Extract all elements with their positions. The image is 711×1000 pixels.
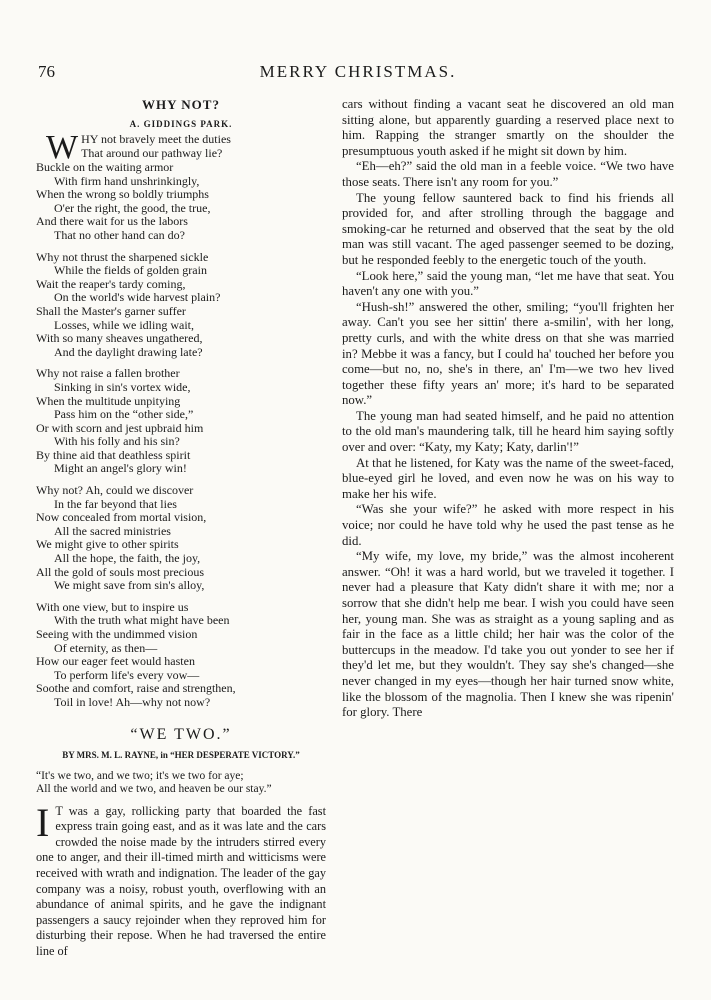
- story-paragraph: At that he listened, for Katy was the name of the sweet-faced, blue-eyed girl he loved, and even now he was on his way to make her his wife.: [342, 455, 674, 501]
- poem-line: When the multitude unpitying: [36, 393, 181, 408]
- poem-line: Wait the reaper's tardy coming,: [36, 276, 186, 291]
- poem-line: Seeing with the undimmed vision: [36, 627, 198, 641]
- poem-line: With firm hand unshrinkingly,: [54, 173, 200, 188]
- story-paragraph: “Look here,” said the young man, “let me have that seat. You haven't any one with you.”: [342, 268, 674, 299]
- left-column: [36, 97, 326, 960]
- poem-drop-cap: W: [46, 129, 79, 166]
- poem-line: How our eager feet would hasten: [36, 654, 195, 669]
- poem-line: To perform life's every vow—: [54, 667, 200, 682]
- poem-line: O'er the right, the good, the true,: [54, 200, 211, 215]
- poem-stanza-4: [36, 484, 326, 593]
- poem-line: Shall the Master's garner suffer: [36, 303, 186, 318]
- poem-line: Why not thrust the sharpened sickle: [36, 249, 209, 264]
- running-title: MERRY CHRISTMAS.: [259, 62, 457, 81]
- poem-line: With his folly and his sin?: [54, 434, 180, 449]
- poem-line: Toil in love! Ah—why not now?: [54, 694, 211, 709]
- poem-stanza-5: [36, 601, 326, 710]
- poem-line: All the gold of souls most precious: [36, 564, 204, 579]
- epigraph-line: “It's we two, and we two; it's we two for aye;: [36, 769, 244, 782]
- poem-title: WHY NOT?: [142, 97, 220, 112]
- poem-stanza-1: [36, 129, 326, 243]
- story-body-left: [36, 799, 326, 960]
- story-drop-cap: I: [36, 799, 50, 845]
- poem-line: When the wrong so boldly triumphs: [36, 187, 209, 202]
- story-body-right: [342, 97, 674, 721]
- poem-line: All the sacred ministries: [54, 523, 171, 538]
- story-byline: BY MRS. M. L. RAYNE, in “HER DESPERATE VICTORY.”: [62, 749, 300, 760]
- poem-line: And the daylight drawing late?: [54, 344, 203, 359]
- story-paragraph: “Hush-sh!” answered the other, smiling; “you'll frighten her away. Can't you see her sittin' there a-smilin', with her long, pretty curls, and with the white dress on that she was married in? Mebbe it was a fancy, but I could ha' touched her before you come—but no, no, she's in there, an' I'm—we two hev lived together these fifty years an' more; it's hard to be separated now.”: [342, 299, 674, 408]
- story-paragraph: “Eh—eh?” said the old man in a feeble voice. “We two have those seats. There isn't any room for you.”: [342, 159, 674, 189]
- story-paragraph: The young fellow sauntered back to find his friends all provided for, and after strolling through the baggage and smoking-car he returned and observed that the seat by the old man was still vacant. The aged passenger seemed to be dozing, but he responded feebly to the energetic touch of the youth.: [342, 190, 674, 267]
- right-column: [342, 97, 674, 721]
- poem-line: Why not raise a fallen brother: [36, 366, 180, 381]
- story-paragraph: “Was she your wife?” he asked with more respect in his voice; nor could he have told why he used the past tense as he did.: [342, 502, 674, 548]
- story-epigraph: [36, 770, 326, 796]
- story-paragraph: The young man had seated himself, and he paid no attention to the old man's maundering talk, till he heard him saying softly over and over: “Katy, my Katy; Katy, darlin'!”: [342, 408, 674, 455]
- poem-line: In the far beyond that lies: [54, 496, 177, 511]
- poem-line: With the truth what might have been: [54, 613, 230, 628]
- poem-line: Of eternity, as then—: [54, 640, 158, 655]
- poem-line: Might an angel's glory win!: [54, 461, 187, 476]
- poem-line: Losses, while we idling wait,: [54, 317, 194, 332]
- story-paragraph: cars without finding a vacant seat he discovered an old man sitting alone, but apparently guarding a reserved place next to him. Rapping the stranger smartly on the shoulder the presumptuous youth asked if he might sit down by him.: [342, 97, 674, 158]
- poem-line: With so many sheaves ungathered,: [36, 331, 203, 346]
- poem-line: Sinking in sin's vortex wide,: [54, 379, 191, 394]
- poem-line: And there wait for us the labors: [36, 214, 188, 229]
- poem-line: All the hope, the faith, the joy,: [54, 551, 201, 566]
- poem-line: Or with scorn and jest upbraid him: [36, 420, 204, 435]
- poem-line: By thine aid that deathless spirit: [36, 447, 191, 462]
- poem-line: We might give to other spirits: [36, 537, 179, 552]
- poem-line: Why not? Ah, could we discover: [36, 483, 194, 498]
- poem-line: That around our pathway lie?: [81, 145, 223, 160]
- page-header: [38, 62, 678, 86]
- poem-author: A. GIDDINGS PARK.: [129, 119, 233, 129]
- story-paragraph: T was a gay, rollicking party that boarded the fast express train going east, and as it was late and the cars crowded the noise made by the intruders stirred every one to anger, and their ill-timed mirth and witticisms were received with wrath and indignation. The leader of the gay company was a noisy, robust youth, overflowing with an abundance of animal spirits, and he gave the indignant passengers a saucy rejoinder when they reproved him for disturbing their repose. When he had traversed the entire line of: [36, 803, 326, 958]
- poem-line: Now concealed from mortal vision,: [36, 510, 207, 525]
- poem-line: With one view, but to inspire us: [36, 599, 189, 614]
- poem-line: That no other hand can do?: [54, 227, 185, 242]
- poem-line: Buckle on the waiting armor: [36, 160, 174, 174]
- poem-line: We might save from sin's alloy,: [54, 578, 205, 593]
- poem-stanza-3: [36, 367, 326, 476]
- poem-stanza-2: [36, 251, 326, 360]
- epigraph-line: All the world and we two, and heaven be our stay.”: [36, 782, 272, 795]
- poem-line: HY not bravely meet the duties: [81, 132, 231, 146]
- story-title: “WE TWO.”: [130, 725, 232, 743]
- page-number: 76: [38, 62, 55, 81]
- poem-line: While the fields of golden grain: [54, 263, 207, 278]
- poem-line: Pass him on the “other side,”: [54, 407, 194, 422]
- story-paragraph: “My wife, my love, my bride,” was the almost incoherent answer. “Oh! it was a hard world, but we traveled it together. I never had a pleasure that Katy didn't share it with me; nor a sorrow that she didn't help me bear. I wish you could have seen her, young man. She was as straight as a young sapling and as fair in the face as a little child; her hair was the color of the buttercups in the meadow. I'd take you out yonder to see her if they'd let me, but they wouldn't. They say she's changed—she never changed in my eyes—though her hair turned snow white, like the blossom of the magnolia. Then I knew she was ripenin' for glory. There: [342, 549, 674, 720]
- poem-line: On the world's wide harvest plain?: [54, 290, 221, 305]
- poem-line: Soothe and comfort, raise and strengthen,: [36, 681, 236, 696]
